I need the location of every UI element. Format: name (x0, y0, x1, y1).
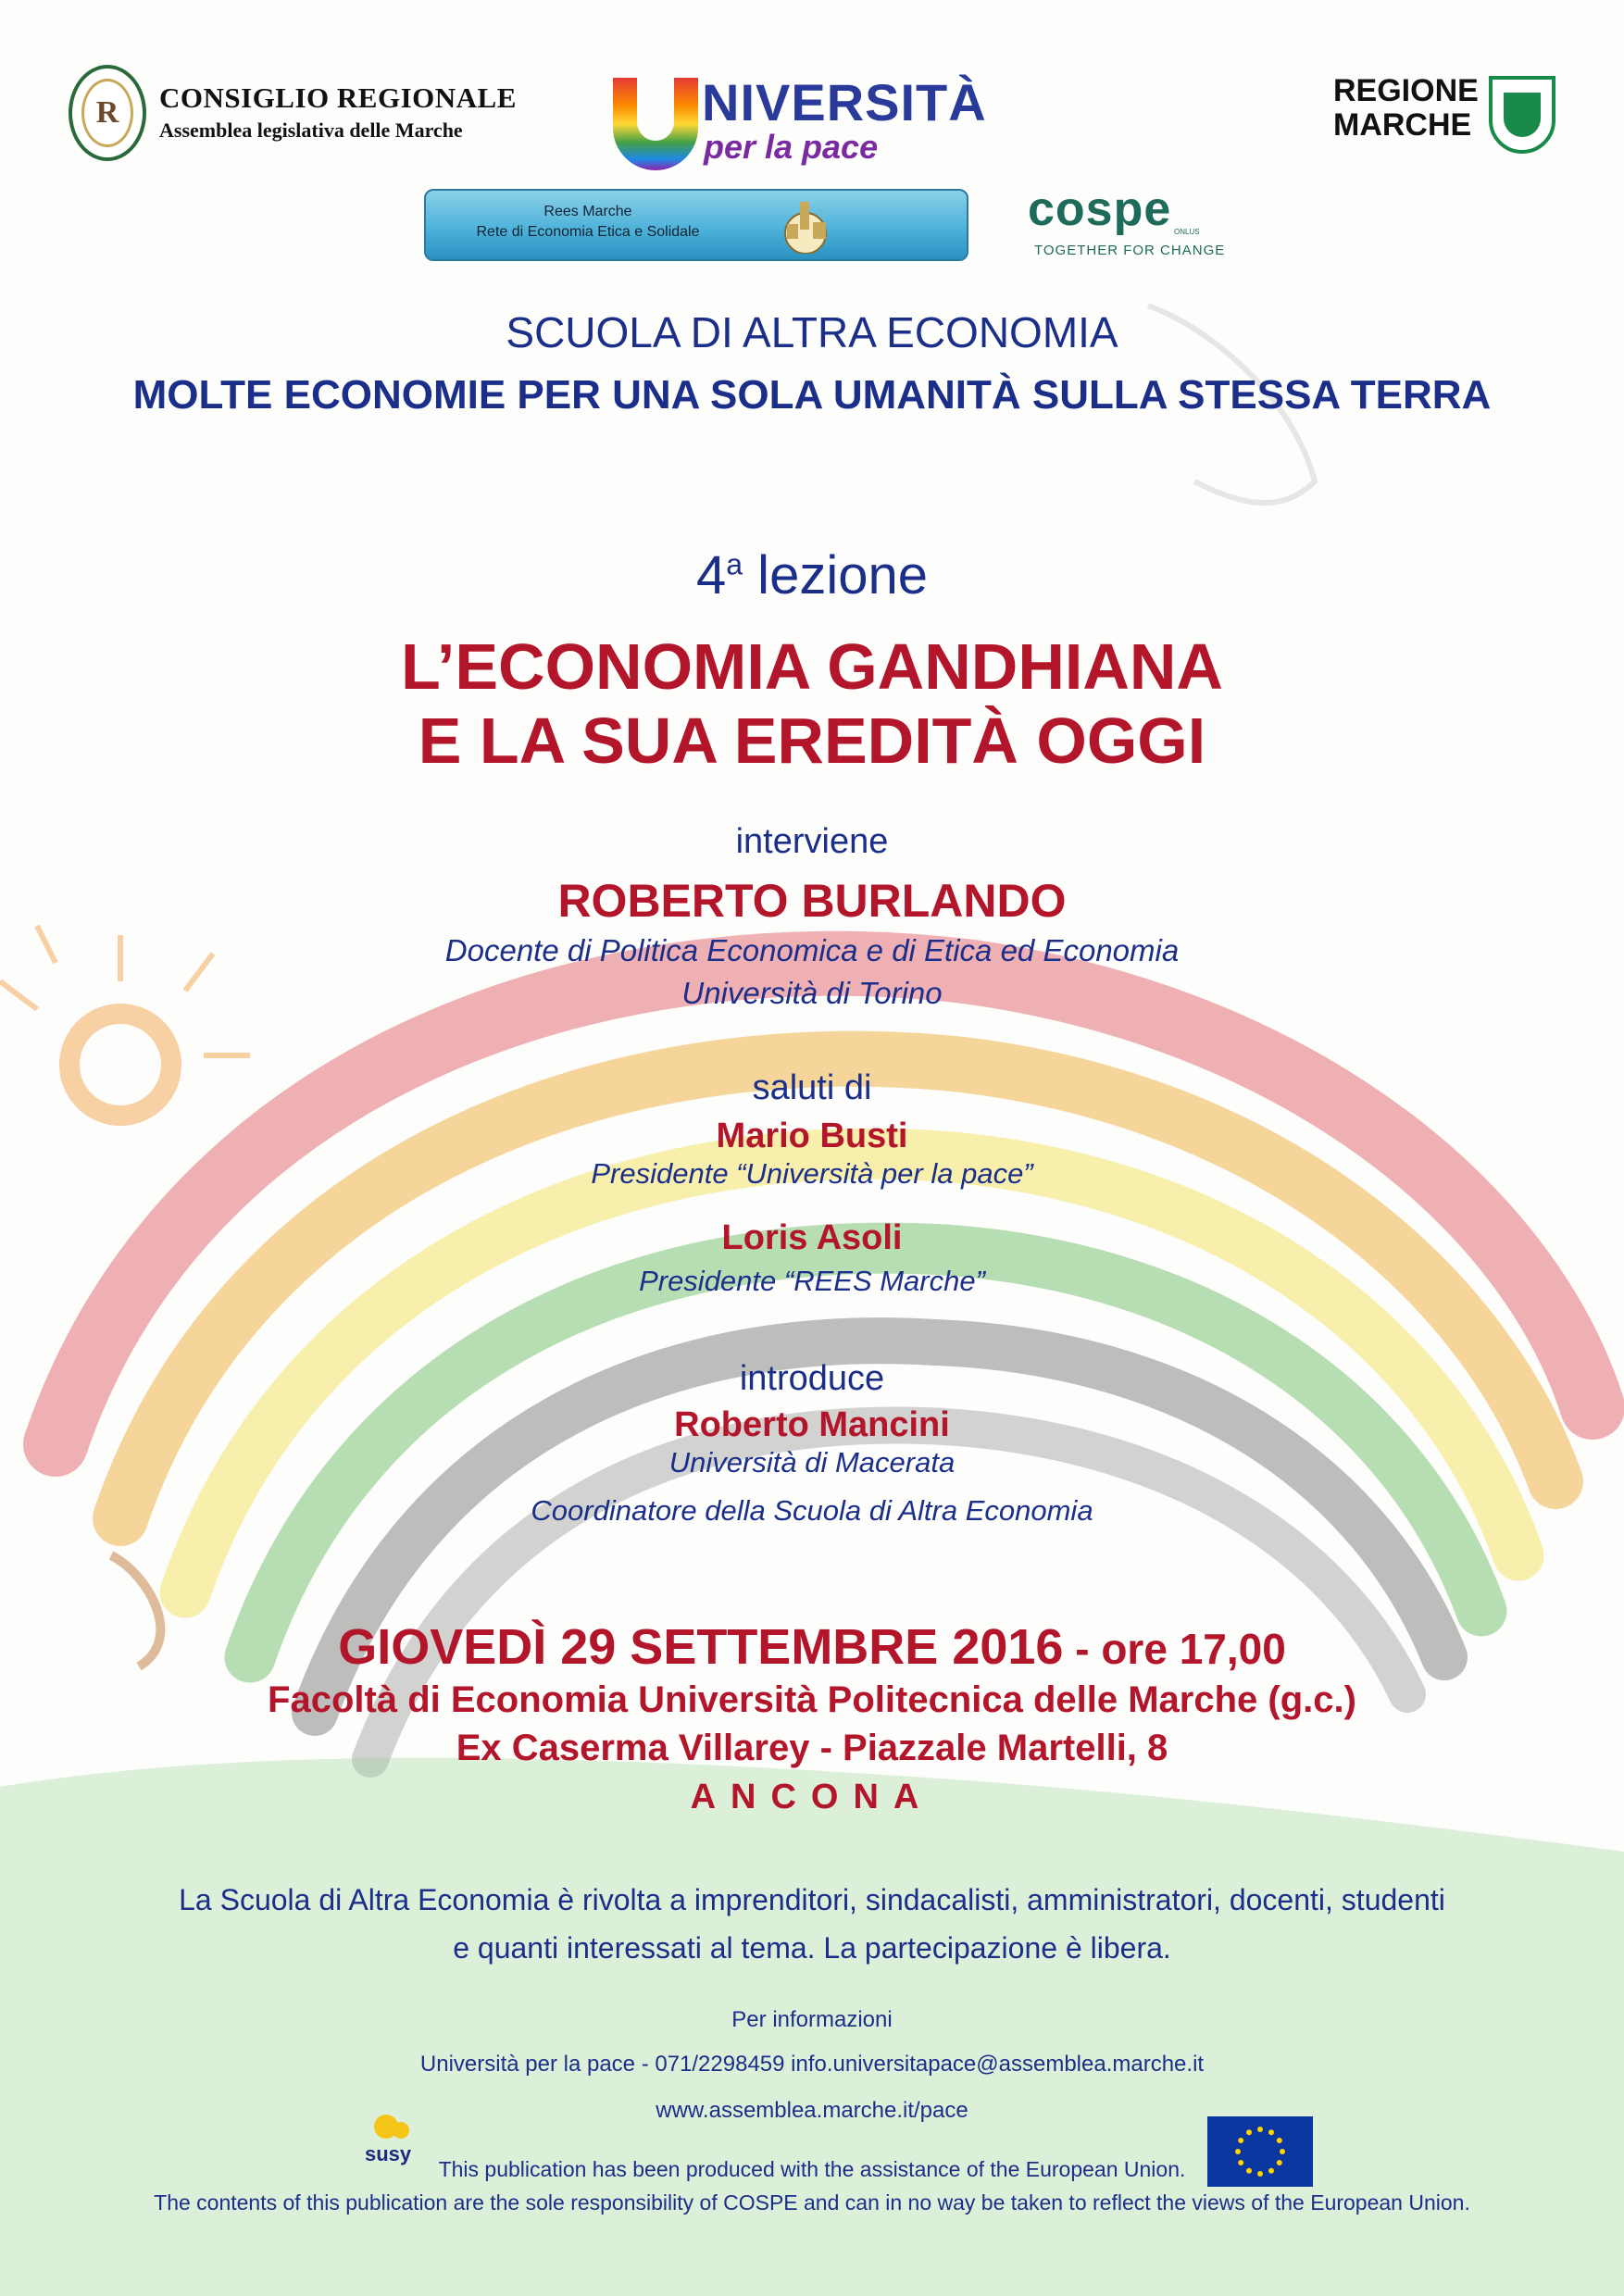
greeting-name-1: Mario Busti (716, 1117, 908, 1155)
regione-marche-logo-text (1333, 74, 1479, 143)
eu-star-icon (1257, 2127, 1263, 2132)
rees-marche-banner (424, 189, 968, 261)
consiglio-subtitle: Assemblea legislativa delle Marche (159, 119, 463, 142)
contacts-line: Università per la pace - 071/2298459 info.universitapace@assemblea.marche.it (419, 2052, 1205, 2077)
eu-star-icon (1277, 2138, 1282, 2143)
regione-line2: MARCHE (1333, 107, 1472, 143)
lecture-title-line1: L’ECONOMIA GANDHIANA (401, 630, 1223, 703)
regione-marche-shield-icon (1489, 76, 1555, 154)
eu-star-icon (1280, 2149, 1285, 2154)
greeting-name-2: Loris Asoli (721, 1218, 903, 1257)
cospe-onlus: ONLUS (1174, 228, 1200, 236)
eu-star-icon (1238, 2138, 1243, 2143)
speaker-name: ROBERTO BURLANDO (557, 875, 1067, 927)
description-line1: La Scuola di Altra Economia è rivolta a imprenditori, sindacalisti, amministratori, docenti, studenti (179, 1883, 1445, 1916)
eu-disclaimer-line1: This publication has been produced with the assistance of the European Union. (438, 2157, 1186, 2181)
consiglio-seal-icon: R (81, 79, 133, 147)
introducer-role: introduce (739, 1359, 885, 1398)
lecture-number: 4$^a$ lezione (696, 545, 928, 605)
speaker-affiliation: Università di Torino (681, 976, 943, 1010)
lecture-title-line2: E LA SUA EREDITÀ OGGI (418, 705, 1206, 777)
speaker-role: interviene (735, 822, 889, 861)
school-motto: MOLTE ECONOMIE PER UNA SOLA UMANITÀ SULLA STESSA TERRA (132, 372, 1492, 418)
consiglio-seal-logo (69, 65, 146, 161)
rainbow-u-icon (613, 78, 698, 170)
event-venue-line2: Ex Caserma Villarey - Piazzale Martelli, 8 (456, 1728, 1168, 1768)
greeting-title-2: Presidente “REES Marche” (639, 1265, 985, 1297)
introducer-name: Roberto Mancini (674, 1405, 950, 1444)
contacts-website: www.assemblea.marche.it/pace (656, 2098, 968, 2123)
eu-star-icon (1235, 2149, 1241, 2154)
introducer-affiliation: Università di Macerata (668, 1446, 956, 1479)
introducer-position: Coordinatore della Scuola di Altra Economia (531, 1494, 1093, 1527)
rees-line2: Rete di Economia Etica e Solidale (476, 224, 700, 240)
speaker-position: Docente di Politica Economica e di Etica ed Economia (444, 933, 1180, 967)
school-name: SCUOLA DI ALTRA ECONOMIA (506, 308, 1118, 356)
rees-town-icon (759, 196, 852, 254)
up-logo-title: NIVERSITÀ (702, 73, 987, 131)
event-city: ANCONA (690, 1778, 934, 1816)
greeting-title-1: Presidente “Università per la pace” (591, 1157, 1033, 1190)
greetings-role: saluti di (752, 1068, 872, 1107)
eu-disclaimer-line2: The contents of this publication are the sole responsibility of COSPE and can in no way be taken to reflect the views of the European Union. (154, 2190, 1470, 2215)
event-date: GIOVEDÌ 29 SETTEMBRE 2016 - ore 17,00 (338, 1619, 1286, 1675)
consiglio-title: CONSIGLIO REGIONALE (159, 81, 517, 114)
eu-star-icon (1246, 2129, 1252, 2135)
rees-line1: Rees Marche (543, 204, 632, 219)
susy-label: susy (365, 2142, 412, 2165)
universita-per-la-pace-logo (613, 72, 1011, 174)
description-line2: e quanti interessati al tema. La partecipazione è libera. (453, 1931, 1171, 1965)
regione-line1: REGIONE (1333, 73, 1479, 108)
contacts-heading: Per informazioni (731, 2007, 893, 2032)
up-logo-subtitle: per la pace (704, 128, 879, 166)
cospe-tagline: TOGETHER FOR CHANGE (1034, 243, 1226, 258)
event-venue-line1: Facoltà di Economia Università Politecnica delle Marche (g.c.) (268, 1679, 1356, 1720)
lecture-title (0, 630, 1624, 778)
cospe-logo: cospe (1028, 182, 1172, 236)
eu-star-icon (1268, 2129, 1274, 2135)
